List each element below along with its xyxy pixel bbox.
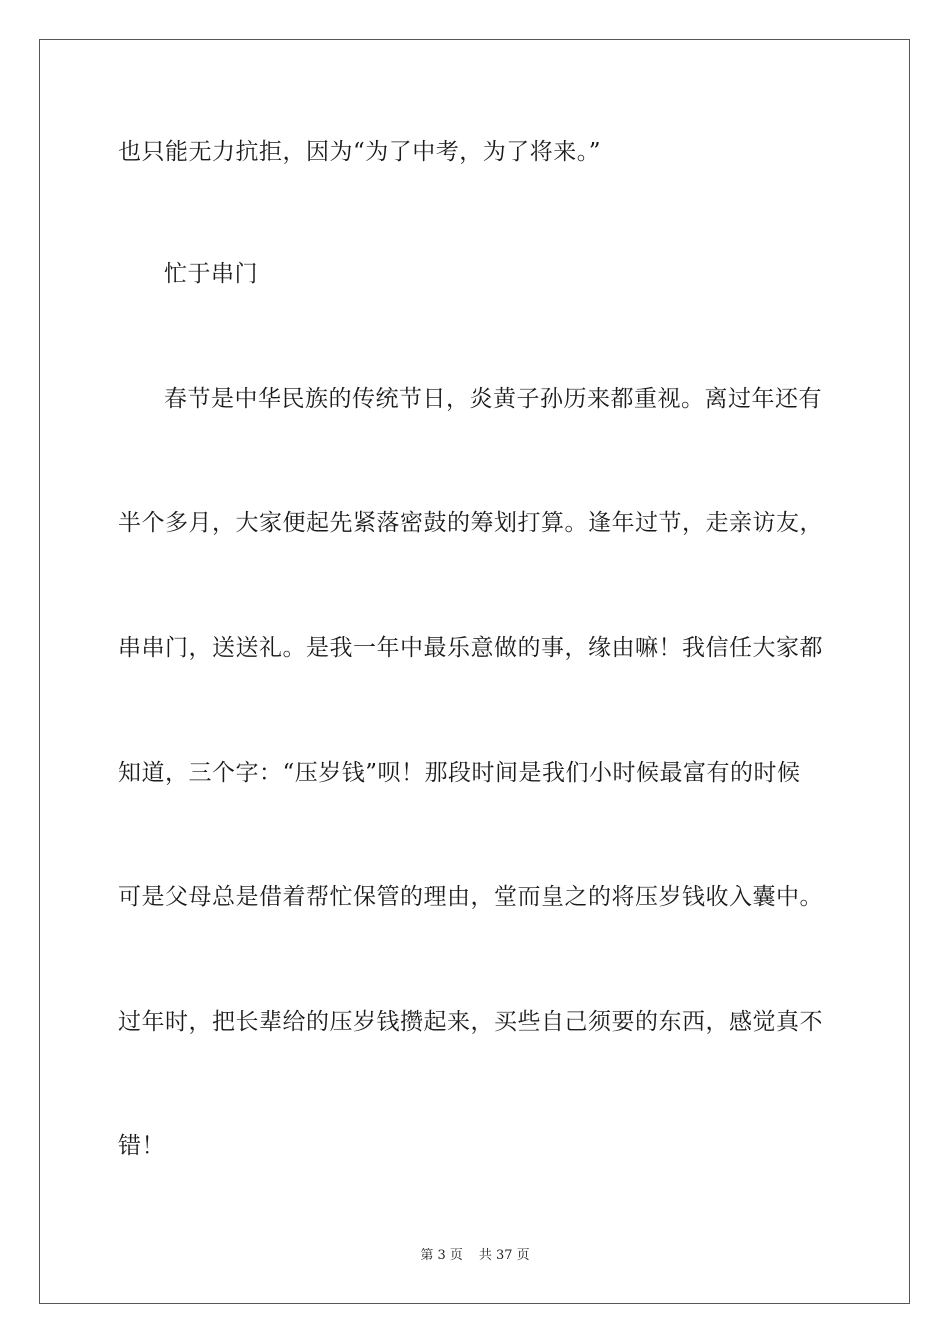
body-line-1: 也只能无力抗拒，因为“为了中考，为了将来。”	[118, 139, 602, 165]
page-total: 共 37 页	[478, 1248, 530, 1263]
body-line-7: 过年时，把长辈给的压岁钱攒起来，买些自己须要的东西，感觉真不	[118, 1009, 823, 1035]
body-line-2: 春节是中华民族的传统节日，炎黄子孙历来都重视。离过年还有	[164, 386, 822, 412]
section-heading: 忙于串门	[164, 261, 258, 287]
page-number: 第 3 页	[420, 1248, 463, 1263]
body-line-4: 串串门，送送礼。是我一年中最乐意做的事，缘由嘛！我信任大家都	[118, 635, 823, 661]
body-line-6: 可是父母总是借着帮忙保管的理由，堂而皇之的将压岁钱收入囊中。	[118, 884, 823, 910]
page-footer	[0, 1247, 950, 1265]
page-border	[39, 39, 910, 1304]
body-line-3: 半个多月，大家便起先紧落密鼓的筹划打算。逢年过节，走亲访友，	[118, 510, 823, 536]
body-line-8: 错！	[118, 1133, 165, 1159]
body-line-5: 知道，三个字：“压岁钱”呗！那段时间是我们小时候最富有的时候	[118, 760, 801, 786]
